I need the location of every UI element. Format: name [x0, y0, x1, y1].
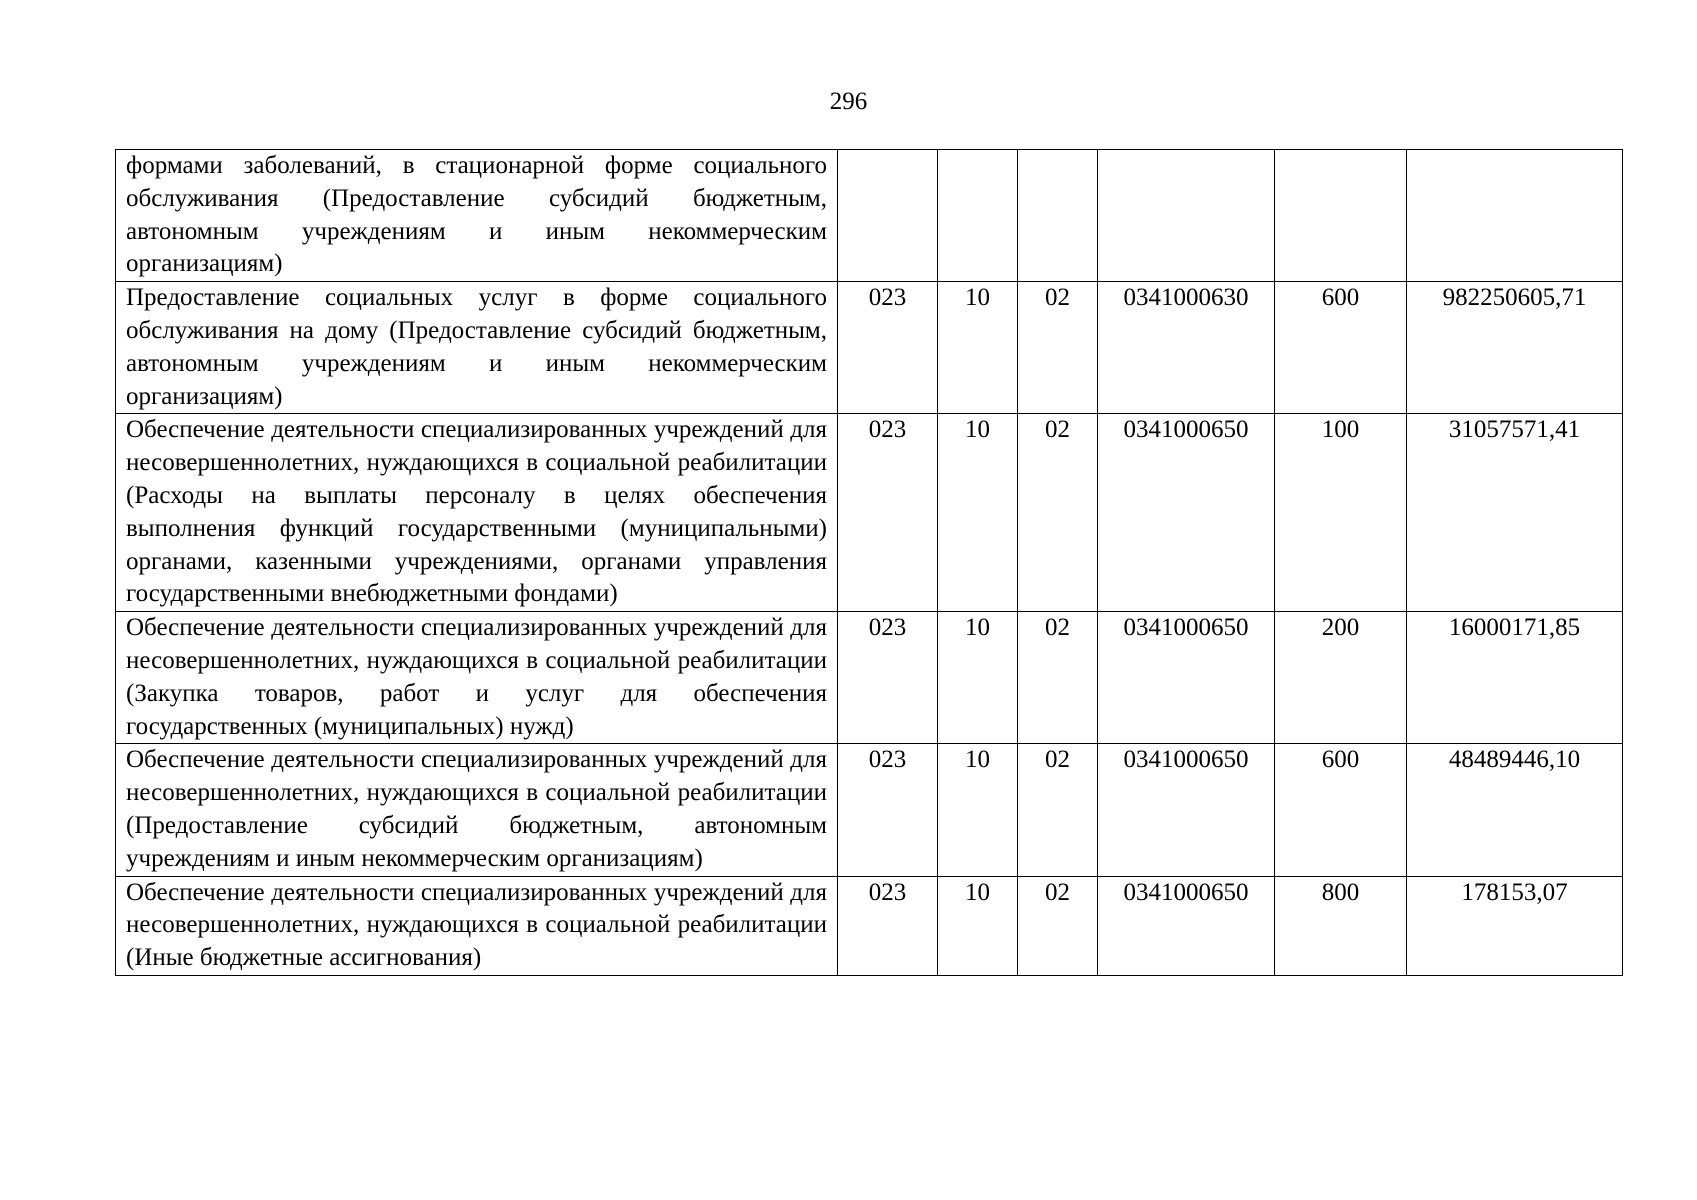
table-row: [116, 282, 1623, 414]
table-row: [116, 414, 1623, 612]
table-row: [116, 612, 1623, 744]
target-article-cell: 0341000650: [1098, 744, 1275, 876]
section-code-cell: 10: [938, 876, 1018, 975]
ministry-code-cell: 023: [838, 414, 938, 612]
amount-cell: [1407, 150, 1623, 282]
row-description: Обеспечение деятельности специализированных учреждений для несовершеннолетних, нуждающихся в социальной реабилитации (Закупка товаров, работ и услуг для обеспечения государственных (муниципальных) нужд): [116, 612, 838, 744]
target-article-cell: 0341000630: [1098, 282, 1275, 414]
section-code-cell: 10: [938, 612, 1018, 744]
row-description: Обеспечение деятельности специализированных учреждений для несовершеннолетних, нуждающихся в социальной реабилитации (Иные бюджетные ассигнования): [116, 876, 838, 975]
target-article-cell: 0341000650: [1098, 876, 1275, 975]
table-row: [116, 744, 1623, 876]
target-article-cell: 0341000650: [1098, 414, 1275, 612]
expense-type-cell: 600: [1275, 744, 1407, 876]
expense-type-cell: [1275, 150, 1407, 282]
ministry-code-cell: 023: [838, 612, 938, 744]
subsection-code-cell: [1018, 150, 1098, 282]
amount-cell: 31057571,41: [1407, 414, 1623, 612]
budget-table: [115, 149, 1623, 976]
amount-cell: 48489446,10: [1407, 744, 1623, 876]
ministry-code-cell: 023: [838, 876, 938, 975]
section-code-cell: 10: [938, 744, 1018, 876]
row-description: Предоставление социальных услуг в форме социального обслуживания на дому (Предоставление субсидий бюджетным, автономным учреждениям и иным некоммерческим организациям): [116, 282, 838, 414]
subsection-code-cell: 02: [1018, 612, 1098, 744]
ministry-code-cell: 023: [838, 282, 938, 414]
table-row: [116, 150, 1623, 282]
subsection-code-cell: 02: [1018, 414, 1098, 612]
ministry-code-cell: 023: [838, 744, 938, 876]
expense-type-cell: 600: [1275, 282, 1407, 414]
page-number: 296: [829, 88, 868, 115]
row-description: формами заболеваний, в стационарной форме социального обслуживания (Предоставление субсидий бюджетным, автономным учреждениям и иным некоммерческим организациям): [116, 150, 838, 282]
section-code-cell: 10: [938, 282, 1018, 414]
expense-type-cell: 100: [1275, 414, 1407, 612]
target-article-cell: [1098, 150, 1275, 282]
subsection-code-cell: 02: [1018, 876, 1098, 975]
ministry-code-cell: [838, 150, 938, 282]
table-row: [116, 876, 1623, 975]
subsection-code-cell: 02: [1018, 744, 1098, 876]
row-description: Обеспечение деятельности специализированных учреждений для несовершеннолетних, нуждающихся в социальной реабилитации (Предоставление субсидий бюджетным, автономным учреждениям и иным некоммерческим организациям): [116, 744, 838, 876]
row-description: Обеспечение деятельности специализированных учреждений для несовершеннолетних, нуждающихся в социальной реабилитации (Расходы на выплаты персоналу в целях обеспечения выполнения функций государственными (муниципальными) органами, казенными учреждениями, органами управления государственными внебюджетными фондами): [116, 414, 838, 612]
section-code-cell: 10: [938, 414, 1018, 612]
target-article-cell: 0341000650: [1098, 612, 1275, 744]
amount-cell: 982250605,71: [1407, 282, 1623, 414]
subsection-code-cell: 02: [1018, 282, 1098, 414]
section-code-cell: [938, 150, 1018, 282]
amount-cell: 178153,07: [1407, 876, 1623, 975]
expense-type-cell: 200: [1275, 612, 1407, 744]
amount-cell: 16000171,85: [1407, 612, 1623, 744]
expense-type-cell: 800: [1275, 876, 1407, 975]
